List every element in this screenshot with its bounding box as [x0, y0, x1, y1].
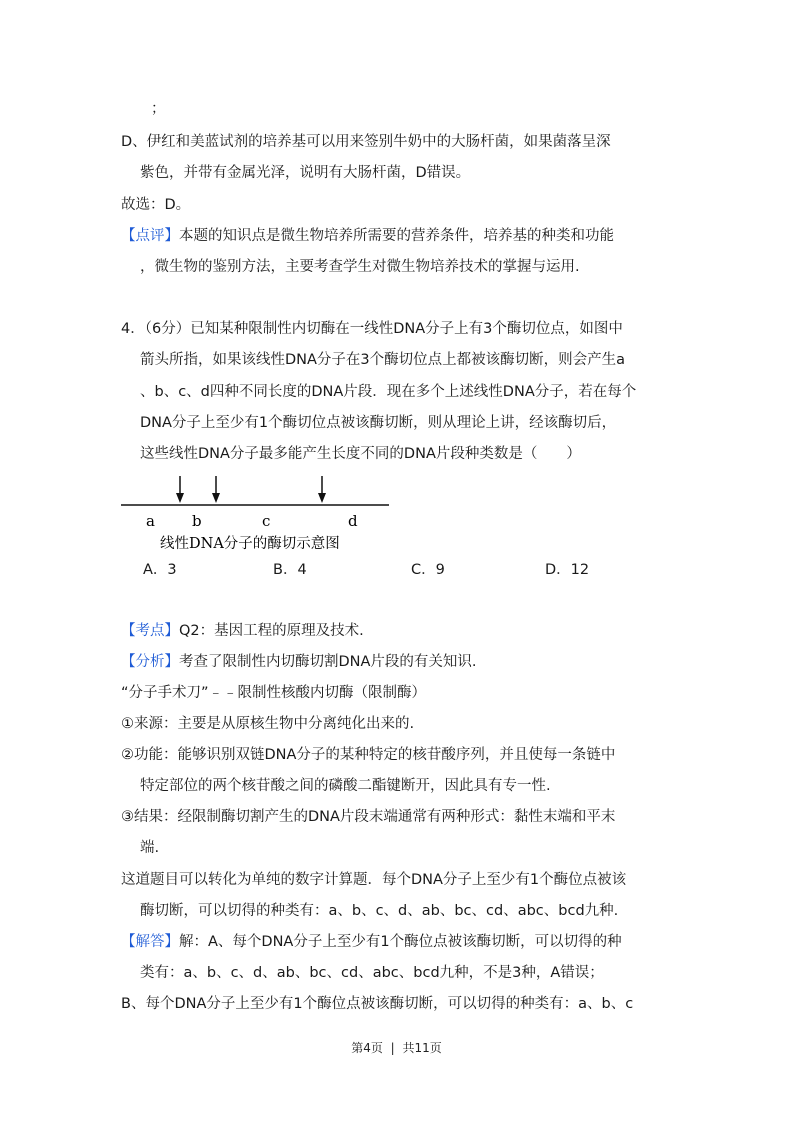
line-text: ；: [151, 101, 166, 117]
text-line: [140, 963, 604, 983]
answer-option: C．9: [411, 562, 445, 578]
diagram-caption: 线性DNA分子的酶切示意图: [160, 536, 340, 552]
text-line: [140, 163, 470, 183]
text-line: [121, 621, 364, 641]
line-text: ①来源：主要是从原核生物中分离纯化出来的.: [121, 716, 415, 732]
answer-option: A．3: [143, 562, 177, 578]
text-line: [140, 901, 618, 921]
footer-separator: |: [390, 1041, 395, 1055]
line-text: 4．（6分）已知某种限制性内切酶在一线性DNA分子上有3个酶切位点，如图中: [121, 321, 623, 337]
text-line: [121, 132, 611, 152]
text-line: [151, 99, 166, 119]
text-line: [140, 776, 551, 796]
line-text: 特定部位的两个核苷酸之间的磷酸二酯键断开，因此具有专一性.: [140, 778, 551, 794]
text-line: [121, 226, 614, 246]
total-pages: 共11页: [402, 1041, 442, 1055]
line-text: 这些线性DNA分子最多能产生长度不同的DNA片段种类数是（ ）: [140, 446, 581, 462]
text-line: [121, 714, 414, 734]
line-text: “分子手术刀”﹣﹣限制性核酸内切酶（限制酶）: [121, 685, 427, 701]
line-text: 端.: [140, 840, 160, 856]
text-line: [140, 350, 625, 370]
text-line: [121, 319, 623, 339]
line-text: 考查了限制性内切酶切割DNA片段的有关知识.: [179, 654, 477, 670]
text-line: [121, 745, 615, 765]
text-line: [121, 932, 622, 952]
text-line: [140, 838, 159, 858]
section-tag: 【分析】: [121, 654, 179, 670]
line-text: 解：A、每个DNA分子上至少有1个酶位点被该酶切断，可以切得的种: [179, 934, 622, 950]
line-text: DNA分子上至少有1个酶切位点被该酶切断，则从理论上讲，经该酶切后，: [140, 415, 617, 431]
segment-label-b: b: [192, 512, 202, 530]
line-text: ③结果：经限制酶切割产生的DNA片段末端通常有两种形式：黏性末端和平末: [121, 809, 616, 825]
answer-option: B．4: [273, 562, 307, 578]
cut-arrow: [318, 476, 326, 503]
text-line: [140, 382, 636, 402]
line-text: 故选：D。: [121, 197, 191, 213]
line-text: ②功能：能够识别双链DNA分子的某种特定的核苷酸序列，并且使每一条链中: [121, 747, 616, 763]
line-text: 箭头所指，如果该线性DNA分子在3个酶切位点上都被该酶切断，则会产生a: [140, 352, 626, 368]
page-footer: [0, 1039, 793, 1056]
line-text: 紫色，并带有金属光泽，说明有大肠杆菌，D错误。: [140, 165, 471, 181]
page-number: 第4页: [351, 1041, 383, 1055]
text-line: [140, 257, 580, 277]
line-text: B、每个DNA分子上至少有1个酶位点被该酶切断，可以切得的种类有：a、b、c: [121, 996, 634, 1012]
line-text: Q2：基因工程的原理及技术.: [179, 623, 364, 639]
segment-label-a: a: [146, 512, 155, 530]
text-line: [140, 413, 616, 433]
section-tag: 【考点】: [121, 623, 179, 639]
line-text: 本题的知识点是微生物培养所需要的营养条件，培养基的种类和功能: [179, 228, 614, 244]
line-text: 、b、c、d四种不同长度的DNA片段．现在多个上述线性DNA分子，若在每个: [140, 384, 637, 400]
text-line: [121, 994, 633, 1014]
text-line: [121, 683, 426, 703]
section-tag: 【点评】: [121, 228, 179, 244]
line-text: D、伊红和美蓝试剂的培养基可以用来签别牛奶中的大肠杆菌，如果菌落呈深: [121, 134, 611, 150]
line-text: 酶切断，可以切得的种类有：a、b、c、d、ab、bc、cd、abc、bcd九种.: [140, 903, 619, 919]
text-line: [121, 870, 626, 890]
segment-label-d: d: [348, 512, 358, 530]
line-text: ，微生物的鉴别方法，主要考查学生对微生物培养技术的掌握与运用.: [140, 259, 580, 275]
text-line: [121, 807, 615, 827]
text-line: [121, 195, 190, 215]
cut-arrow: [176, 476, 184, 503]
text-line: [121, 652, 477, 672]
line-text: 类有：a、b、c、d、ab、bc、cd、abc、bcd九种，不是3种，A错误；: [140, 965, 604, 981]
answer-option: D．12: [545, 562, 590, 578]
segment-label-c: c: [262, 512, 271, 530]
text-line: [140, 444, 581, 464]
section-tag: 【解答】: [121, 934, 179, 950]
line-text: 这道题目可以转化为单纯的数字计算题．每个DNA分子上至少有1个酶位点被该: [121, 872, 627, 888]
cut-arrow: [212, 476, 220, 503]
